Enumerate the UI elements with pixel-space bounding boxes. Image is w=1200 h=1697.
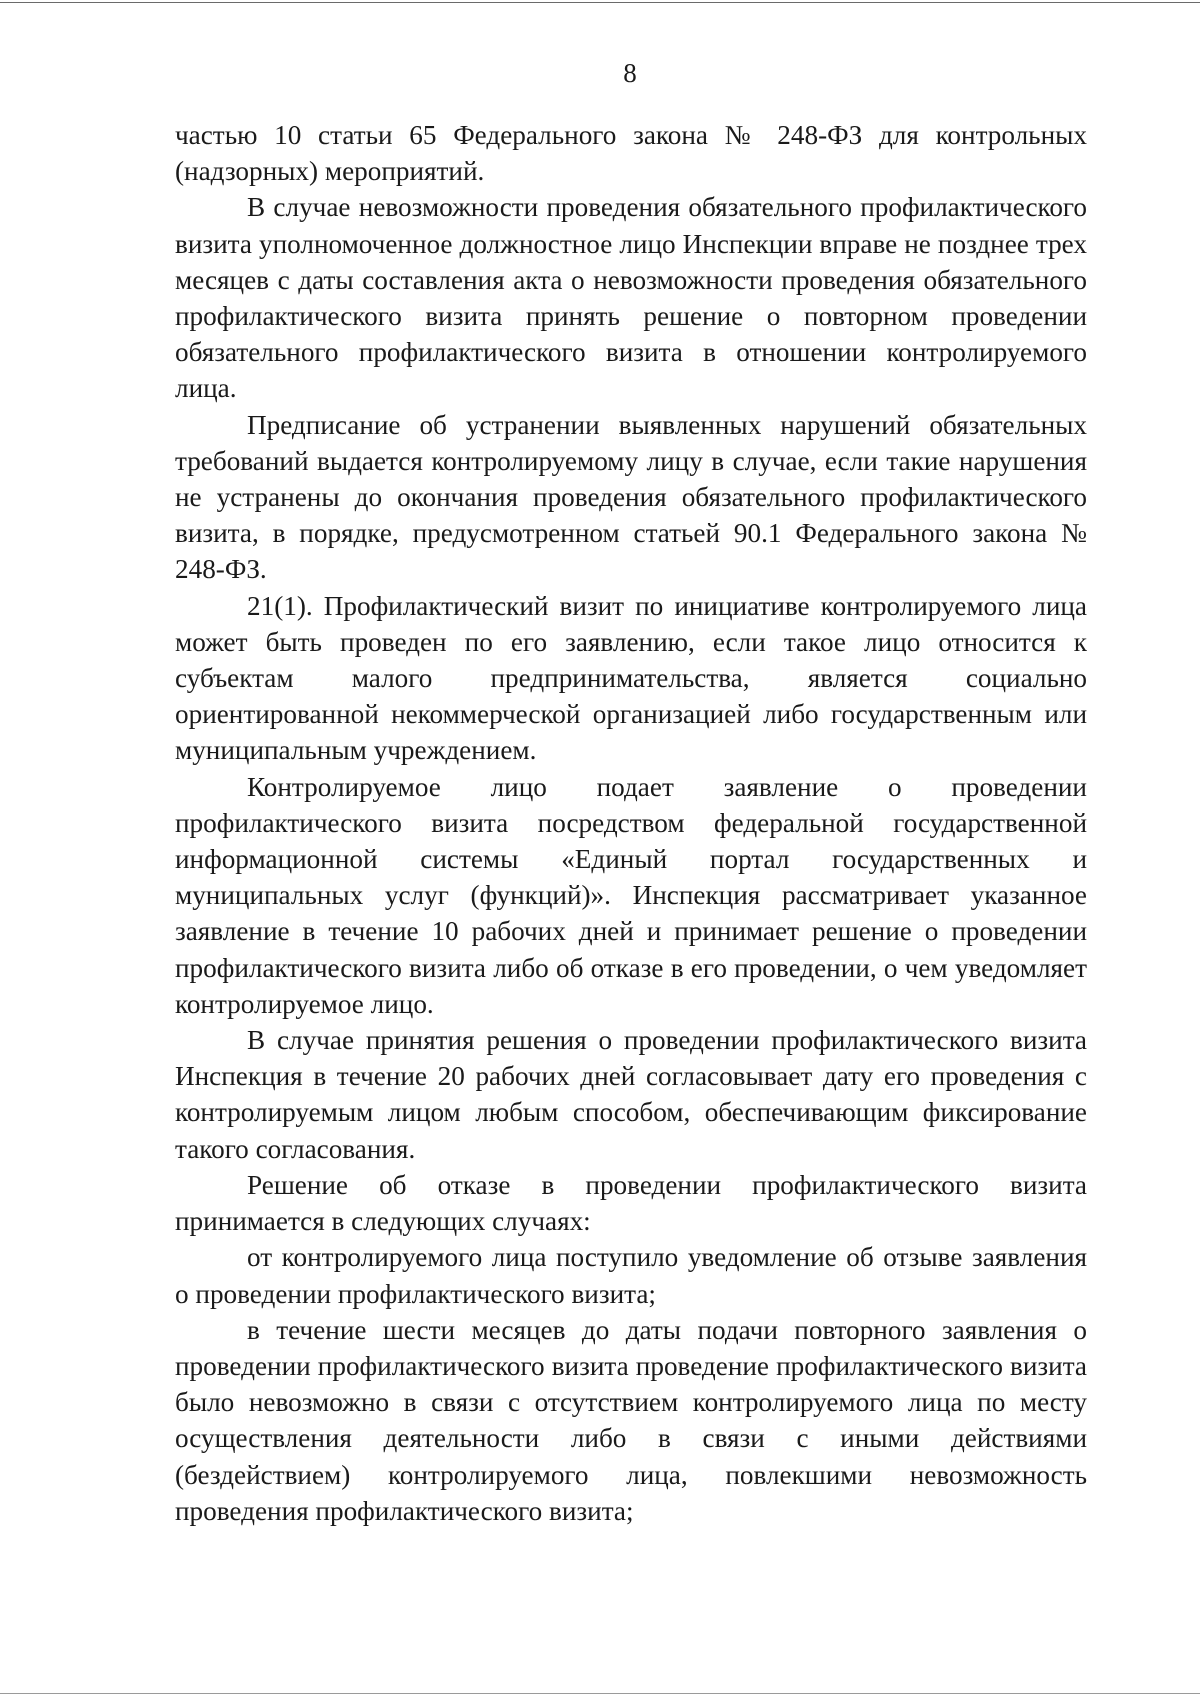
- scan-edge-top: [0, 2, 1200, 3]
- paragraph-prescription: Предписание об устранении выявленных нарушений обязательных требований выдается контролируемому лицу в случае, если такие нарушения не устранены до окончания проведения обязательного профилактического визита, в порядке, предусмотренном статьей 90.1 Федерального закона № 248-ФЗ.: [175, 409, 1087, 585]
- paragraph-refusal: Решение об отказе в проведении профилактического визита принимается в следующих случаях:: [175, 1169, 1087, 1237]
- paragraph-application: Контролируемое лицо подает заявление о проведении профилактического визита посредством федеральной государственной информационной системы «Единый портал государственных и муниципальных услуг (функций)». Инспекция рассматривает указанное заявление в течение 10 рабочих дней и принимает решение о проведении профилактического визита либо об отказе в его проведении, о чем уведомляет контролируемое лицо.: [175, 771, 1087, 1019]
- scan-edge-bottom: [0, 1693, 1200, 1694]
- paragraph-approval: В случае принятия решения о проведении профилактического визита Инспекция в течение 20 рабочих дней согласовывает дату его проведения с контролируемым лицом любым способом, обеспечивающим фиксирование такого согласования.: [175, 1025, 1087, 1164]
- paragraph-repeat-visit: В случае невозможности проведения обязательного профилактического визита уполномоченное должностное лицо Инспекции вправе не позднее трех месяцев с даты составления акта о невозможности проведения обязательного профилактического визита принять решение о повторном проведении обязательного профилактического визита в отношении контролируемого лица.: [175, 192, 1087, 404]
- document-body: [175, 117, 1087, 1529]
- paragraph-21-1: 21(1). Профилактический визит по инициативе контролируемого лица может быть проведен по его заявлению, если такое лицо относится к субъектам малого предпринимательства, является социально ориентированной некоммерческой организацией либо государственным или муниципальным учреждением.: [175, 590, 1087, 766]
- page-number: 8: [623, 58, 637, 88]
- paragraph-continuation: частью 10 статьи 65 Федерального закона № 248-ФЗ для контрольных (надзорных) мероприятий.: [175, 120, 1087, 187]
- list-item-withdrawal: от контролируемого лица поступило уведомление об отзыве заявления о проведении профилактического визита;: [175, 1242, 1087, 1309]
- list-item-impossibility: в течение шести месяцев до даты подачи повторного заявления о проведении профилактического визита проведение профилактического визита было невозможно в связи с отсутствием контролируемого лица по месту осуществления деятельности либо в связи с иными действиями (бездействием) контролируемого лица, повлекшими невозможность проведения профилактического визита;: [175, 1314, 1087, 1526]
